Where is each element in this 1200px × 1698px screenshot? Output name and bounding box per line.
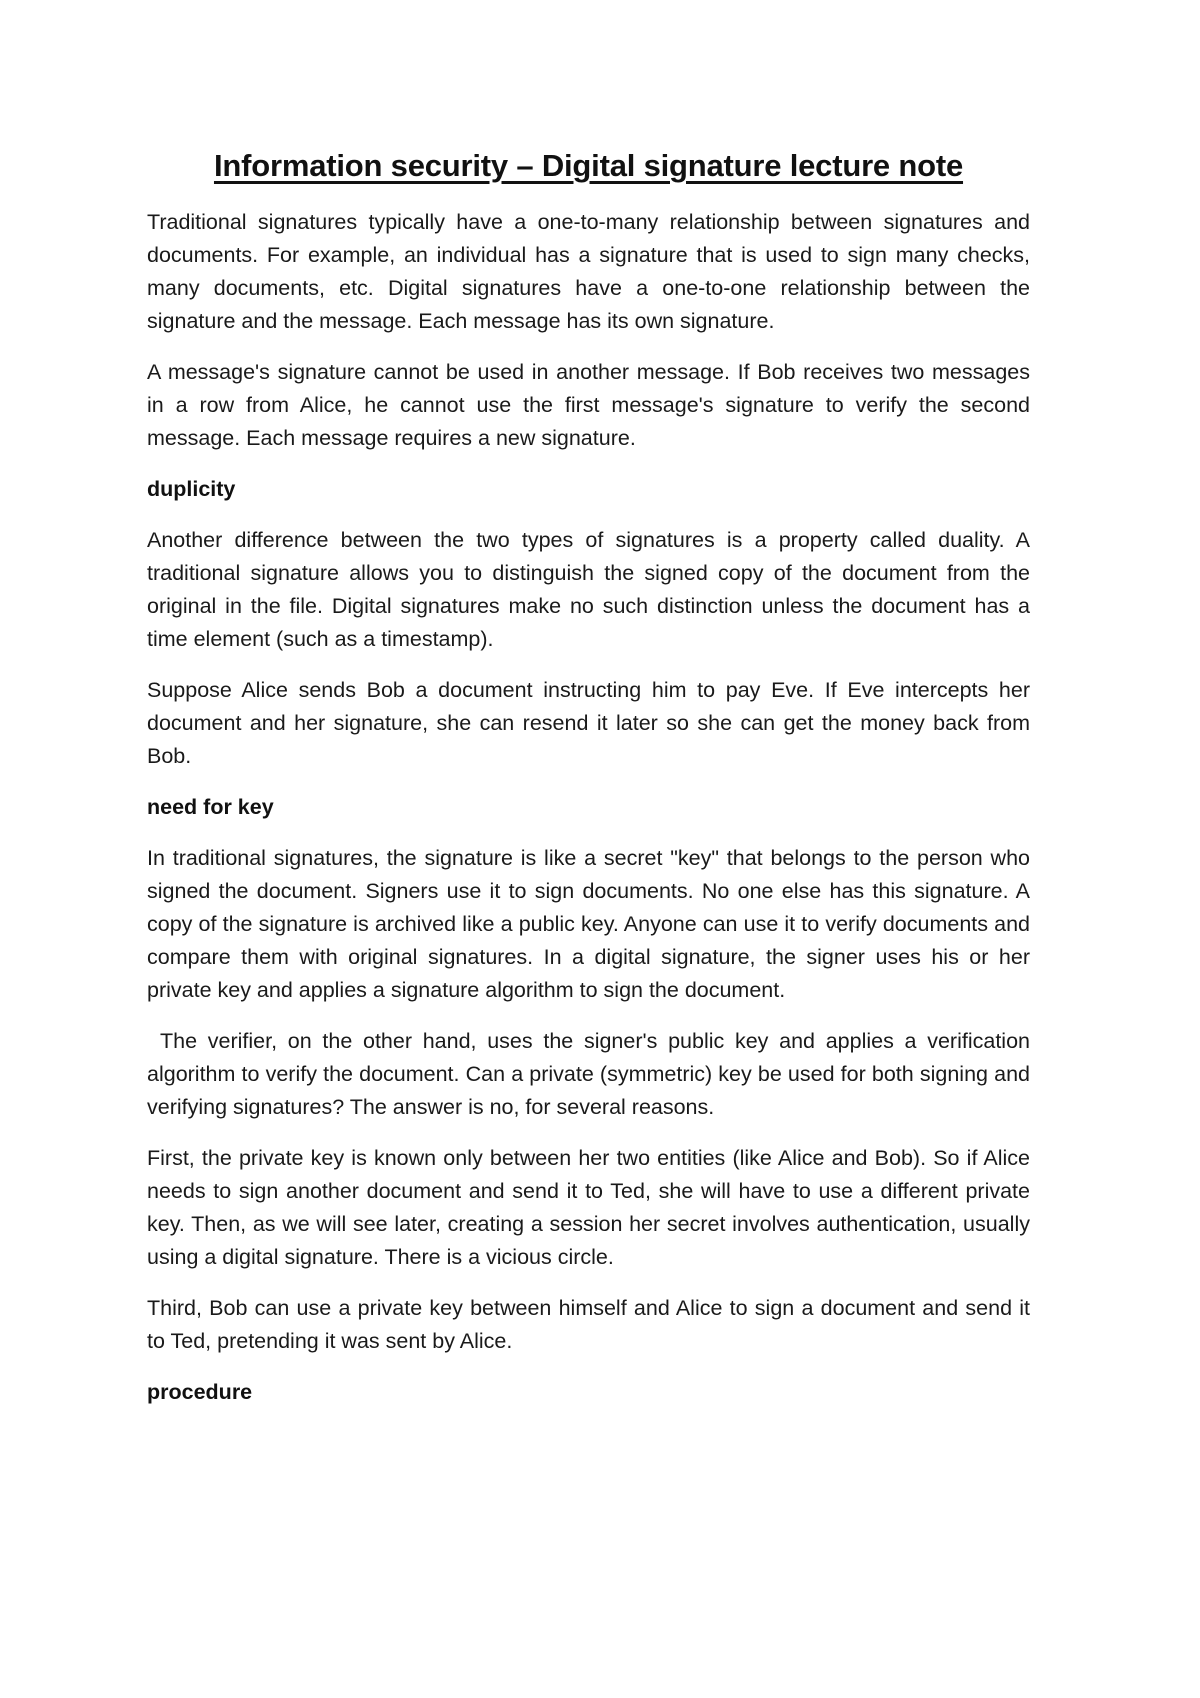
paragraph-message-signature: A message's signature cannot be used in another message. If Bob receives two messages in a row from Alice, he cannot use the first message's signature to verify the second message. Each message requires a new signature. [147,360,1030,450]
paragraph-relationship: Traditional signatures typically have a one-to-many relationship between signatures and documents. For example, an individual has a signature that is used to sign many checks, many documents, etc. Digital signatures have a one-to-one relationship between the signature and the message. Each message has its own signature. [147,210,1030,333]
paragraph-third-reason: Third, Bob can use a private key between himself and Alice to sign a document and send it to Ted, pretending it was sent by Alice. [147,1296,1030,1353]
paragraph-first-reason: First, the private key is known only between her two entities (like Alice and Bob). So if Alice needs to sign another document and send it to Ted, she will have to use a different private key. Then, as we will see later, creating a session her secret involves authentication, usually using a digital signature. There is a vicious circle. [147,1146,1030,1269]
paragraph-alice-eve-example: Suppose Alice sends Bob a document instructing him to pay Eve. If Eve intercepts her document and her signature, she can resend it later so she can get the money back from Bob. [147,678,1030,768]
document-body [147,148,1030,1427]
document-title: Information security – Digital signature lecture note [213,148,964,183]
section-heading-need-for-key: need for key [147,795,274,819]
section-heading-procedure: procedure [147,1380,253,1404]
paragraph-traditional-key: In traditional signatures, the signature is like a secret "key" that belongs to the person who signed the document. Signers use it to sign documents. No one else has this signature. A copy of the signature is archived like a public key. Anyone can use it to verify documents and compare them with original signatures. In a digital signature, the signer uses his or her private key and applies a signature algorithm to sign the document. [147,846,1030,1002]
section-heading-duplicity: duplicity [147,477,236,501]
paragraph-duality: Another difference between the two types of signatures is a property called duality. A traditional signature allows you to distinguish the signed copy of the document from the original in the file. Digital signatures make no such distinction unless the document has a time element (such as a timestamp). [147,528,1030,651]
paragraph-verifier: The verifier, on the other hand, uses the signer's public key and applies a verification algorithm to verify the document. Can a private (symmetric) key be used for both signing and verifying signatures? The answer is no, for several reasons. [147,1029,1030,1119]
